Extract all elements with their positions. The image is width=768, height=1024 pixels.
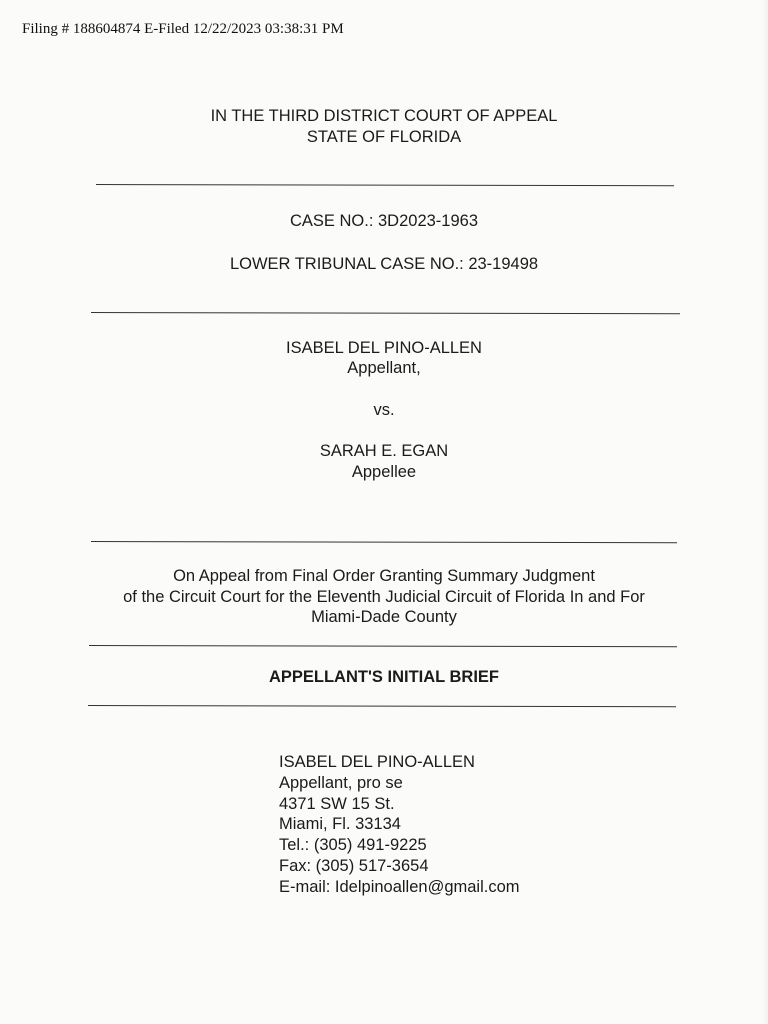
divider-2 (91, 312, 680, 314)
divider-3 (91, 541, 677, 543)
lower-tribunal-case-number: LOWER TRIBUNAL CASE NO.: 23-19498 (229, 255, 539, 273)
court-state: STATE OF FLORIDA (306, 128, 462, 146)
versus: vs. (373, 401, 395, 419)
case-number: CASE NO.: 3D2023-1963 (289, 212, 479, 230)
contact-street: 4371 SW 15 St. (279, 794, 395, 813)
scan-edge-shadow (762, 0, 768, 1024)
appellee-role: Appellee (351, 463, 417, 481)
contact-tel: Tel.: (305) 491-9225 (279, 836, 427, 855)
appeal-line-2: of the Circuit Court for the Eleventh Judicial Circuit of Florida In and For (123, 588, 645, 606)
divider-4 (89, 645, 677, 647)
divider-5 (88, 705, 676, 707)
contact-fax: Fax: (305) 517-3654 (279, 856, 429, 875)
appeal-line-3: Miami-Dade County (311, 608, 457, 626)
contact-name: ISABEL DEL PINO-ALLEN (279, 753, 475, 771)
appellant-name: ISABEL DEL PINO-ALLEN (286, 339, 482, 357)
court-name: IN THE THIRD DISTRICT COURT OF APPEAL (210, 107, 558, 125)
contact-block (279, 752, 520, 898)
divider-1 (96, 184, 674, 186)
contact-role: Appellant, pro se (279, 773, 403, 792)
filing-stamp: Filing # 188604874 E-Filed 12/22/2023 03:38:31 PM (22, 21, 344, 37)
appellee-name: SARAH E. EGAN (319, 442, 449, 460)
appeal-line-1: On Appeal from Final Order Granting Summary Judgment (173, 567, 595, 585)
brief-title: APPELLANT'S INITIAL BRIEF (268, 668, 500, 686)
appellant-role: Appellant, (347, 359, 421, 377)
contact-email: E-mail: Idelpinoallen@gmail.com (279, 877, 520, 896)
contact-city: Miami, Fl. 33134 (279, 815, 401, 834)
